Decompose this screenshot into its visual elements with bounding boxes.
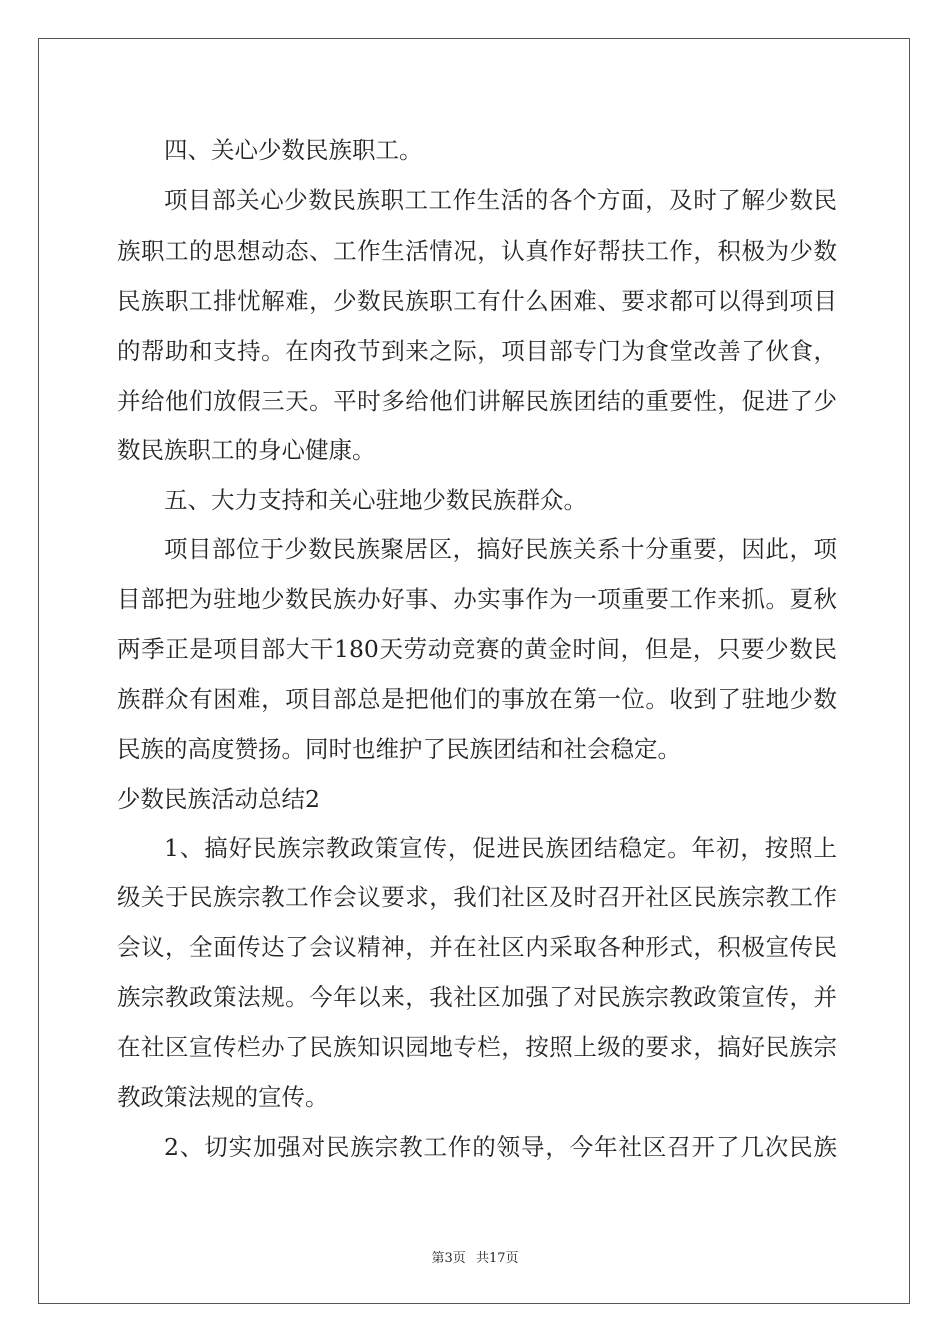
- paragraph-line: 项目部位于少数民族聚居区，搞好民族关系十分重要，因此，项: [164, 535, 837, 563]
- paragraph-line: 目部把为驻地少数民族办好事、办实事作为一项重要工作来抓。夏秋: [117, 585, 837, 613]
- paragraph-line: 族宗教政策法规。今年以来，我社区加强了对民族宗教政策宣传，并: [117, 983, 837, 1011]
- paragraph-line: 民族的高度赞扬。同时也维护了民族团结和社会稳定。: [117, 735, 681, 763]
- paragraph-line: 并给他们放假三天。平时多给他们讲解民族团结的重要性，促进了少: [117, 387, 837, 415]
- paragraph-line: 级关于民族宗教工作会议要求，我们社区及时召开社区民族宗教工作: [117, 883, 837, 911]
- page-total: 共17页: [475, 1251, 519, 1266]
- paragraph-line: 会议，全面传达了会议精神，并在社区内采取各种形式，积极宣传民: [117, 933, 837, 961]
- paragraph-line: 的帮助和支持。在肉孜节到来之际，项目部专门为食堂改善了伙食，: [117, 337, 837, 365]
- page-footer: [0, 1247, 950, 1266]
- paragraph-line: 族职工的思想动态、工作生活情况，认真作好帮扶工作，积极为少数: [117, 237, 837, 265]
- paragraph-line: 1、搞好民族宗教政策宣传，促进民族团结稳定。年初，按照上: [164, 834, 837, 862]
- paragraph-line: 数民族职工的身心健康。: [117, 436, 376, 464]
- paragraph-line: 项目部关心少数民族职工工作生活的各个方面，及时了解少数民: [164, 186, 837, 214]
- section-heading-5: 五、大力支持和关心驻地少数民族群众。: [164, 486, 587, 514]
- paragraph-line: 教政策法规的宣传。: [117, 1083, 329, 1111]
- paragraph-line: 2、切实加强对民族宗教工作的领导，今年社区召开了几次民族: [164, 1133, 837, 1161]
- paragraph-line: 两季正是项目部大干180天劳动竞赛的黄金时间，但是，只要少数民: [117, 635, 837, 663]
- section-heading-4: 四、关心少数民族职工。: [164, 136, 423, 164]
- paragraph-line: 族群众有困难，项目部总是把他们的事放在第一位。收到了驻地少数: [117, 685, 837, 713]
- section-title: 少数民族活动总结2: [117, 785, 320, 813]
- page-number: 第3页: [431, 1251, 466, 1266]
- page-border: [38, 38, 910, 1304]
- paragraph-line: 在社区宣传栏办了民族知识园地专栏，按照上级的要求，搞好民族宗: [117, 1033, 837, 1061]
- paragraph-line: 民族职工排忧解难，少数民族职工有什么困难、要求都可以得到项目: [117, 287, 837, 315]
